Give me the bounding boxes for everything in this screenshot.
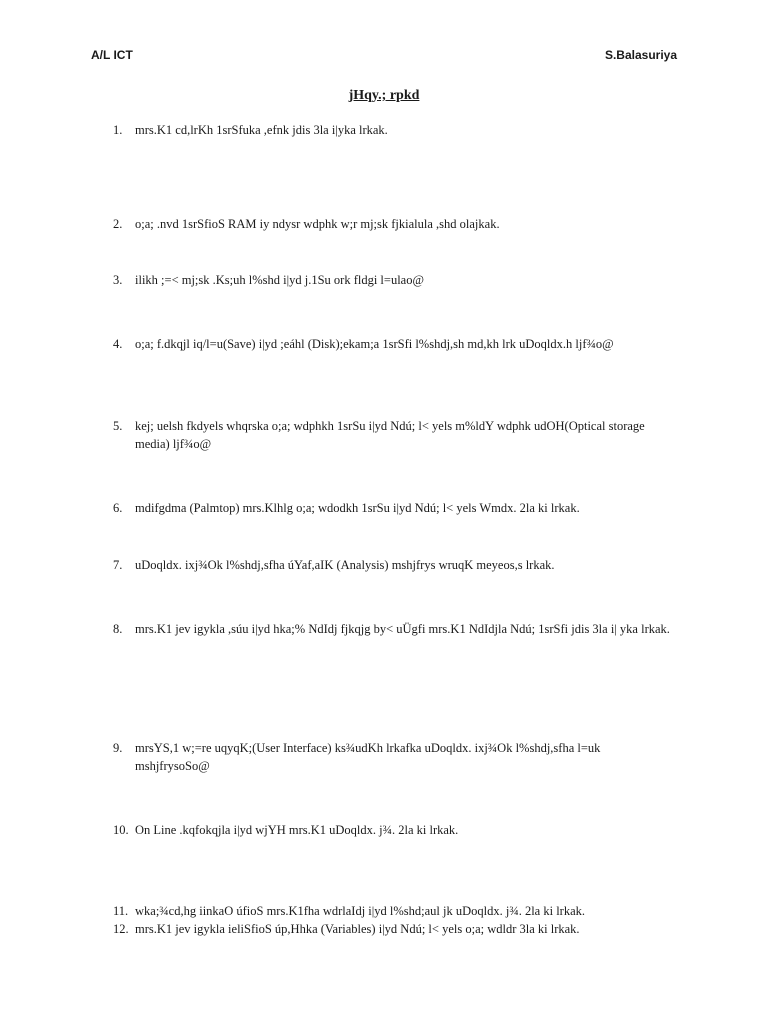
question-text: kej; uelsh fkdyels whqrska o;a; wdphkh 1srSu i|yd Ndú; l< yels m%ldY wdphk udOH(Optical storage media) ljf¾o@ [135,419,645,451]
question-item [113,271,673,289]
question-text: o;a; .nvd 1srSfioS RAM iy ndysr wdphk w;r mj;sk fjkialula ,shd olajkak. [135,217,500,231]
question-number: 1. [113,123,123,137]
question-item [113,821,673,839]
question-item [113,620,673,638]
question-number: 5. [113,419,123,433]
question-number: 7. [113,558,123,572]
question-text: mrs.K1 jev igykla ieliSfioS úp,Hhka (Variables) i|yd Ndú; l< yels o;a; wdldr 3la ki lrkak. [135,922,580,936]
question-text: mrs.K1 jev igykla ,súu i|yd hka;% NdIdj fjkqjg by< uÜgfi mrs.K1 NdIdjla Ndú; 1srSfi jdis 3la i| yka lrkak. [135,622,670,636]
header-author: S.Balasuriya [604,48,677,62]
question-number: 3. [113,273,123,287]
question-item [113,121,673,139]
question-item [113,215,673,233]
question-item [113,920,673,938]
question-item [113,499,673,517]
question-item [113,417,673,453]
question-text: uDoqldx. ixj¾Ok l%shdj,sfha úYaf,aIK (Analysis) mshjfrys wruqK meyeos,s lrkak. [135,558,555,572]
question-number: 11. [113,904,129,918]
question-number: 6. [113,501,123,515]
question-text: On Line .kqfokqjla i|yd wjYH mrs.K1 uDoqldx. j¾. 2la ki lrkak. [135,823,459,837]
question-item [113,739,673,775]
question-number: 8. [113,622,123,636]
question-number: 4. [113,337,123,351]
question-text: o;a; f.dkqjl iq/l=u(Save) i|yd ;eáhl (Disk);ekam;a 1srSfi l%shdj,sh md,kh lrk uDoqldx.h ljf¾o@ [135,337,614,351]
question-number: 10. [113,823,129,837]
question-number: 12. [113,922,129,936]
question-text: ilikh ;=< mj;sk .Ks;uh l%shd i|yd j.1Su ork fldgi l=ulao@ [135,273,424,287]
question-text: wka;¾cd,hg iinkaO úfioS mrs.K1fha wdrlaIdj i|yd l%shd;aul jk uDoqldx. j¾. 2la ki lrkak. [135,904,586,918]
question-number: 2. [113,217,123,231]
question-item [113,556,673,574]
question-text: mrs.K1 cd,lrKh 1srSfuka ,efnk jdis 3la i|yka lrkak. [135,123,388,137]
question-number: 9. [113,741,123,755]
header-subject: A/L ICT [91,48,133,62]
question-item [113,902,673,920]
question-text: mrsYS,1 w;=re uqyqK;(User Interface) ks¾udKh lrkafka uDoqldx. ixj¾Ok l%shdj,sfha l=uk mshjfrysoSo@ [135,741,601,773]
page-title: jHqy.; rpkd [348,88,420,103]
question-text: mdifgdma (Palmtop) mrs.Klhlg o;a; wdodkh 1srSu i|yd Ndú; l< yels Wmdx. 2la ki lrkak. [135,501,580,515]
question-item [113,335,673,353]
